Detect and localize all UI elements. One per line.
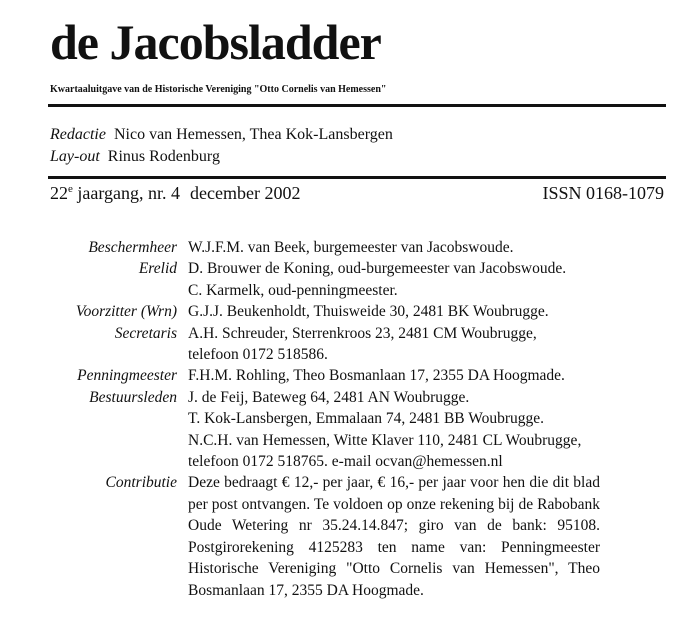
row-voorzitter [0, 301, 700, 322]
credit-role: Redactie [50, 126, 106, 143]
row-line: D. Brouwer de Koning, oud-burgemeester van Jacobswoude. [188, 260, 567, 278]
row-line: T. Kok-Lansbergen, Emmalaan 74, 2481 BB Woubrugge. [188, 410, 545, 428]
magazine-subtitle: Kwartaaluitgave van de Historische Vereniging "Otto Cornelis van Hemessen" [50, 84, 387, 95]
header-rule [48, 104, 666, 107]
row-value [188, 258, 600, 301]
row-line: A.H. Schreuder, Sterrenkroos 23, 2481 CM Woubrugge, [188, 324, 537, 342]
row-line: W.J.F.M. van Beek, burgemeester van Jacobswoude. [188, 239, 514, 256]
row-value [188, 472, 600, 600]
board-info [0, 237, 700, 601]
row-label: Secretaris [114, 324, 177, 342]
credit-layout [50, 147, 220, 167]
row-label: Contributie [105, 474, 177, 492]
row-contributie [0, 472, 700, 600]
row-label: Bestuursleden [89, 388, 177, 406]
row-line: J. de Feij, Bateweg 64, 2481 AN Woubrugge. [188, 388, 470, 406]
year-number: 22 [50, 183, 68, 203]
credit-role: Lay-out [50, 148, 100, 165]
row-erelid [0, 258, 700, 301]
year-suffix: e [68, 183, 73, 195]
row-line: telefoon 0172 518586. [188, 346, 328, 364]
row-value [188, 365, 600, 386]
magazine-title: de Jacobsladder [50, 14, 381, 70]
row-line: G.J.J. Beukenholdt, Thuisweide 30, 2481 BK Woubrugge. [188, 303, 549, 321]
contributie-text: Deze bedraagt € 12,- per jaar, € 16,- per jaar voor hen die dit blad per post ontvangen. Te voldoen op onze rekening bij de Rabobank Oude Wetering nr 35.24.14.847; giro van de bank: 95108. Postgirorekening 4125283 ten name van: Penningmeester Historische Vereniging "Otto Cornelis van Hemessen", Theo Bosmanlaan 17, 2355 DA Hoogmade. [188, 474, 600, 599]
row-line: telefoon 0172 518765. e-mail ocvan@hemessen.nl [188, 453, 503, 471]
row-beschermheer [0, 237, 700, 258]
row-label: Erelid [138, 260, 177, 278]
issue-date: december 2002 [190, 183, 301, 203]
year-rest: jaargang, nr. 4 [72, 183, 181, 203]
credit-redactie [50, 125, 393, 145]
row-line: C. Karmelk, oud-penningmeester. [188, 281, 398, 299]
row-penningmeester [0, 365, 700, 386]
row-value [188, 237, 600, 258]
issue-info [50, 182, 300, 204]
row-line: F.H.M. Rohling, Theo Bosmanlaan 17, 2355 DA Hoogmade. [188, 367, 565, 385]
row-value [188, 301, 600, 322]
row-value [188, 387, 600, 473]
row-label: Beschermheer [88, 239, 177, 256]
credit-names: Nico van Hemessen, Thea Kok-Lansbergen [113, 126, 393, 143]
row-line: N.C.H. van Hemessen, Witte Klaver 110, 2481 CL Woubrugge, [188, 431, 582, 449]
row-secretaris [0, 323, 700, 366]
row-value [188, 323, 600, 366]
row-label: Voorzitter (Wrn) [75, 303, 177, 321]
section-rule [48, 176, 666, 179]
credit-names: Rinus Rodenburg [107, 148, 220, 165]
issn: ISSN 0168-1079 [542, 183, 664, 203]
row-label: Penningmeester [77, 367, 177, 385]
row-bestuursleden [0, 387, 700, 473]
